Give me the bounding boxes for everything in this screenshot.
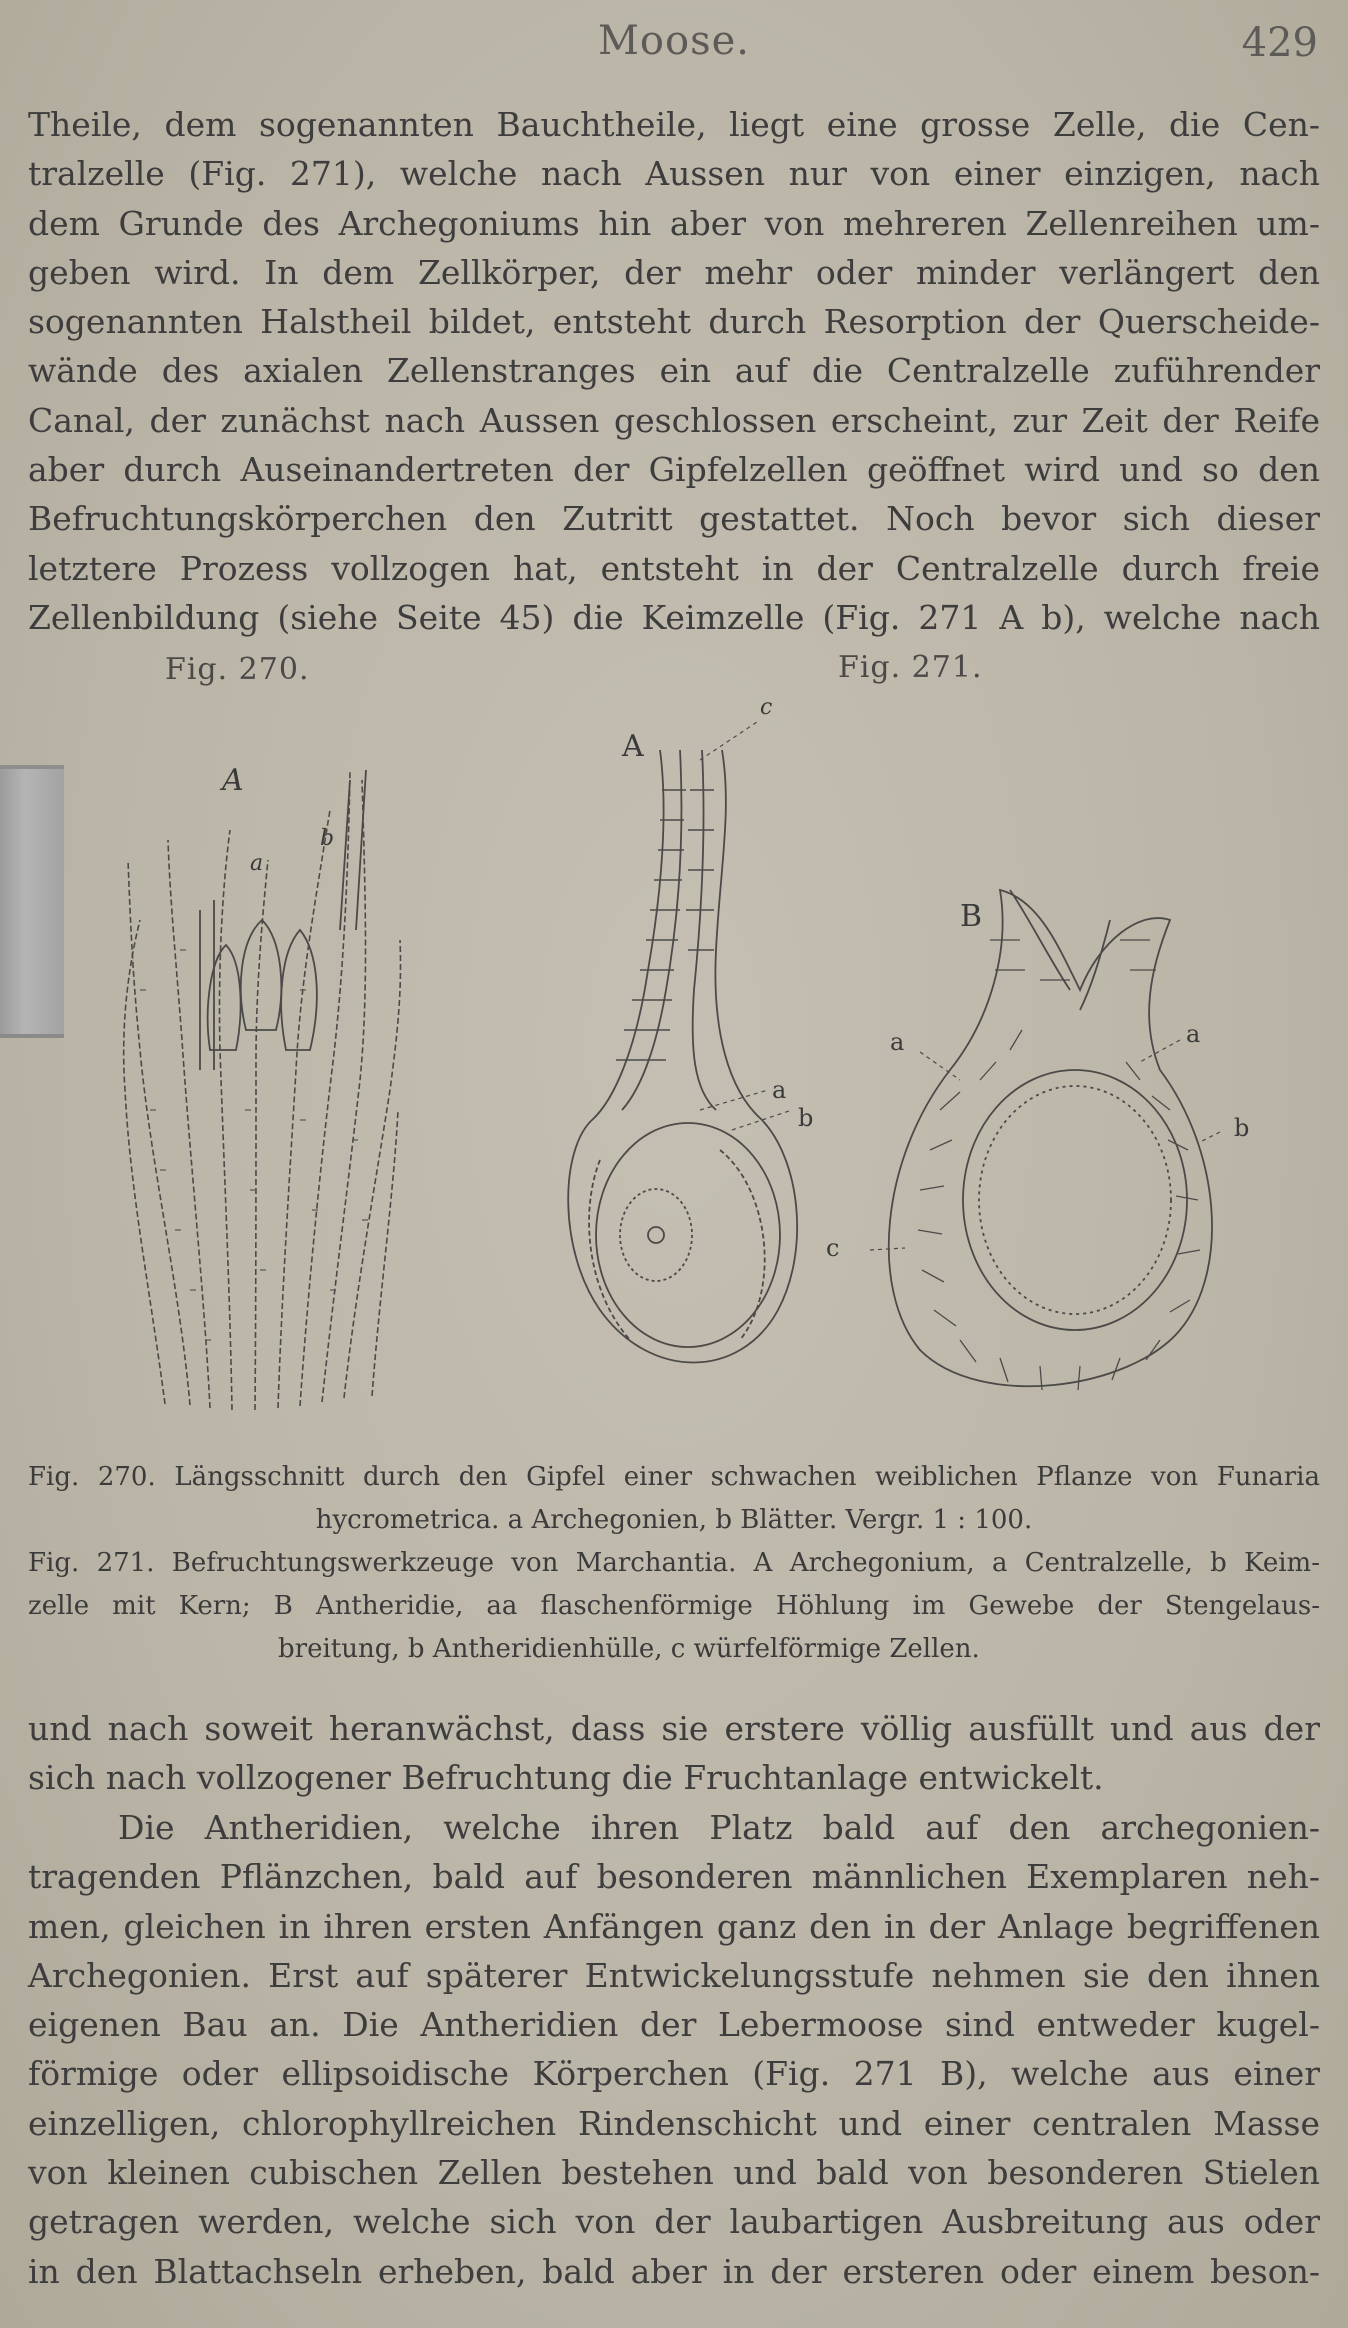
fig-271B-leaders [870,1040,1220,1250]
fig-271A-leaders [700,720,792,1130]
paragraph-antheridien [28,1803,1320,2296]
text-line: und nach soweit heranwächst, dass sie erstere völlig ausfüllt und aus der [28,1709,1320,1748]
fig-271-label: Fig. 271. [838,650,983,685]
text-line: aber durch Auseinandertreten der Gipfelzellen geöffnet wird und so den [28,450,1320,490]
caption-line: Fig. 270. Längsschnitt durch den Gipfel einer schwachen weiblichen Pflanze von Funaria [28,1462,1320,1492]
text-line: Befruchtungskörperchen den Zutritt gestattet. Noch bevor sich dieser [28,499,1320,539]
fig-271B-wall-cells [918,940,1200,1390]
fig-271A-letter-c: c [760,695,773,720]
fig-271B-letter-a-right: a [1186,1020,1201,1048]
figure-captions [28,1456,1320,1671]
fig-271B-letter-a-left: a [890,1028,905,1056]
fig-270-letter-b: b [320,826,335,851]
text-line: Canal, der zunächst nach Aussen geschlossen erscheint, zur Zeit der Reife [28,400,1320,440]
fig-271A-letter-a: a [772,1076,787,1104]
text-line: dem Grunde des Archegoniums hin aber von mehreren Zellenreihen um- [28,203,1320,243]
text-line: Die Antheridien, welche ihren Platz bald auf den archegonien- [118,1808,1320,1847]
text-line: wände des axialen Zellenstranges ein auf die Centralzelle zuführender [28,351,1320,391]
figures-illustration [0,690,1348,1430]
text-line: letztere Prozess vollzogen hat, entsteht in der Centralzelle durch freie [28,548,1320,588]
text-line: tragenden Pflänzchen, bald auf besonderen männlichen Exemplaren neh- [28,1857,1320,1897]
text-line: einzelligen, chlorophyllreichen Rindenschicht und einer centralen Masse [28,2103,1320,2143]
fig-270-archegonia [200,770,366,1070]
fig-271A-letter-A: A [622,729,644,764]
caption-line: Fig. 271. Befruchtungswerkzeuge von Marchantia. A Archegonium, a Centralzelle, b Keim- [28,1548,1320,1578]
fig-271B-letter-b: b [1234,1114,1250,1142]
fig-270-label: Fig. 270. [165,652,310,687]
fig-271A-letter-b: b [798,1104,814,1132]
fig-270-cell-ticks [140,950,368,1340]
text-line: tralzelle (Fig. 271), welche nach Aussen nur von einer einzigen, nach [28,154,1320,194]
text-line: men, gleichen in ihren ersten Anfängen ganz den in der Anlage begriffenen [28,1906,1320,1946]
text-line: geben wird. In dem Zellkörper, der mehr oder minder verlängert den [28,252,1320,292]
paragraph-top [28,100,1320,642]
text-line: förmige oder ellipsoidische Körperchen (Fig. 271 B), welche aus einer [28,2054,1320,2094]
fig-271A-drawing [568,750,797,1363]
text-line: in den Blattachseln erheben, bald aber in der ersteren oder einem beson- [28,2251,1320,2291]
text-line: Archegonien. Erst auf späterer Entwickelungsstufe nehmen sie den ihnen [28,1955,1320,1995]
fig-270-letter-A: A [222,763,244,798]
text-line: sich nach vollzogener Befruchtung die Fruchtanlage entwickelt. [28,1758,1104,1798]
fig-270-letter-a: a [250,851,264,876]
text-line: Zellenbildung (siehe Seite 45) die Keimzelle (Fig. 271 A b), welche nach [28,597,1320,637]
paragraph-bottom [28,1704,1320,1803]
text-line: sogenannten Halstheil bildet, entsteht durch Resorption der Querscheide- [28,302,1320,342]
fig-271B-letter-c: c [826,1234,840,1262]
caption-line: breitung, b Antheridienhülle, c würfelförmige Zellen. [278,1634,980,1664]
text-line: Theile, dem sogenannten Bauchtheile, liegt eine grosse Zelle, die Cen- [28,105,1320,144]
page-number: 429 [1241,20,1318,66]
text-line: getragen werden, welche sich von der laubartigen Ausbreitung aus oder [28,2202,1320,2242]
fig-271B-letter-B: B [960,899,983,934]
caption-line: zelle mit Kern; B Antheridie, aa flaschenförmige Höhlung im Gewebe der Stengelaus- [28,1591,1320,1621]
text-line: eigenen Bau an. Die Antheridien der Lebermoose sind entweder kugel- [28,2005,1320,2045]
text-line: von kleinen cubischen Zellen bestehen und bald von besonderen Stielen [28,2153,1320,2193]
caption-line: hycrometrica. a Archegonien, b Blätter. Vergr. 1 : 100. [315,1505,1033,1535]
running-head: Moose. [597,18,751,64]
